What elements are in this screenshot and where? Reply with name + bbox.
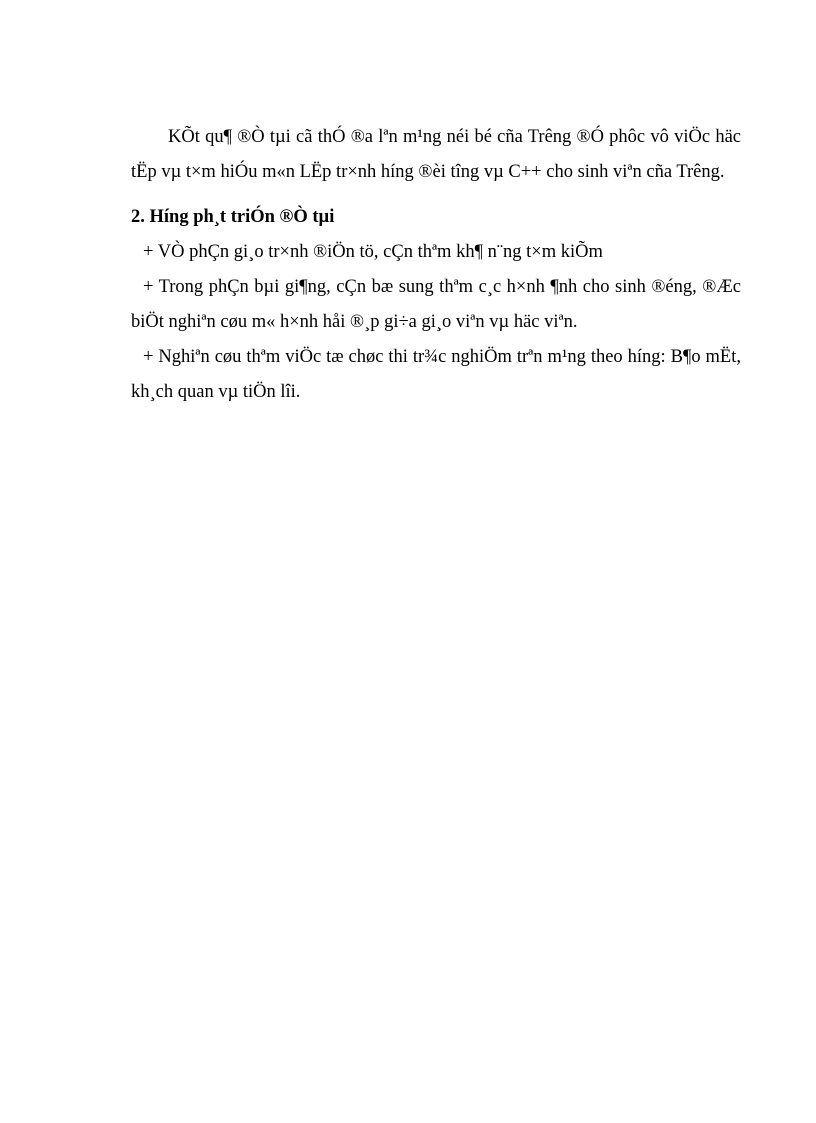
- result-paragraph: KÕt qu¶ ®Ò tµi cã thÓ ®a lªn m¹ng néi bé cña Trêng ®Ó phôc vô viÖc häc tËp vµ t×m hiÓu m«n LËp tr×nh híng ®èi tîng vµ C++ cho sinh viªn cña Trêng.: [131, 127, 741, 182]
- bullet-item-2: + Trong phÇn bµi gi¶ng, cÇn bæ sung thªm c¸c h×nh ¶nh cho sinh ®éng, ®Æc biÖt nghiªn cøu m« h×nh håi ®¸p gi÷a gi¸o viªn vµ häc viªn.: [131, 277, 741, 332]
- bullet-item-3: + Nghiªn cøu thªm viÖc tæ chøc thi tr¾c nghiÖm trªn m¹ng theo híng: B¶o mËt, kh¸ch quan vµ tiÖn lîi.: [131, 347, 741, 402]
- bullet-item-1: + VÒ phÇn gi¸o tr×nh ®iÖn tö, cÇn thªm kh¶ n¨ng t×m kiÕm: [143, 242, 603, 262]
- document-body: [131, 120, 741, 410]
- section-heading: 2. Híng ph¸t triÓn ®Ò tµi: [131, 207, 335, 227]
